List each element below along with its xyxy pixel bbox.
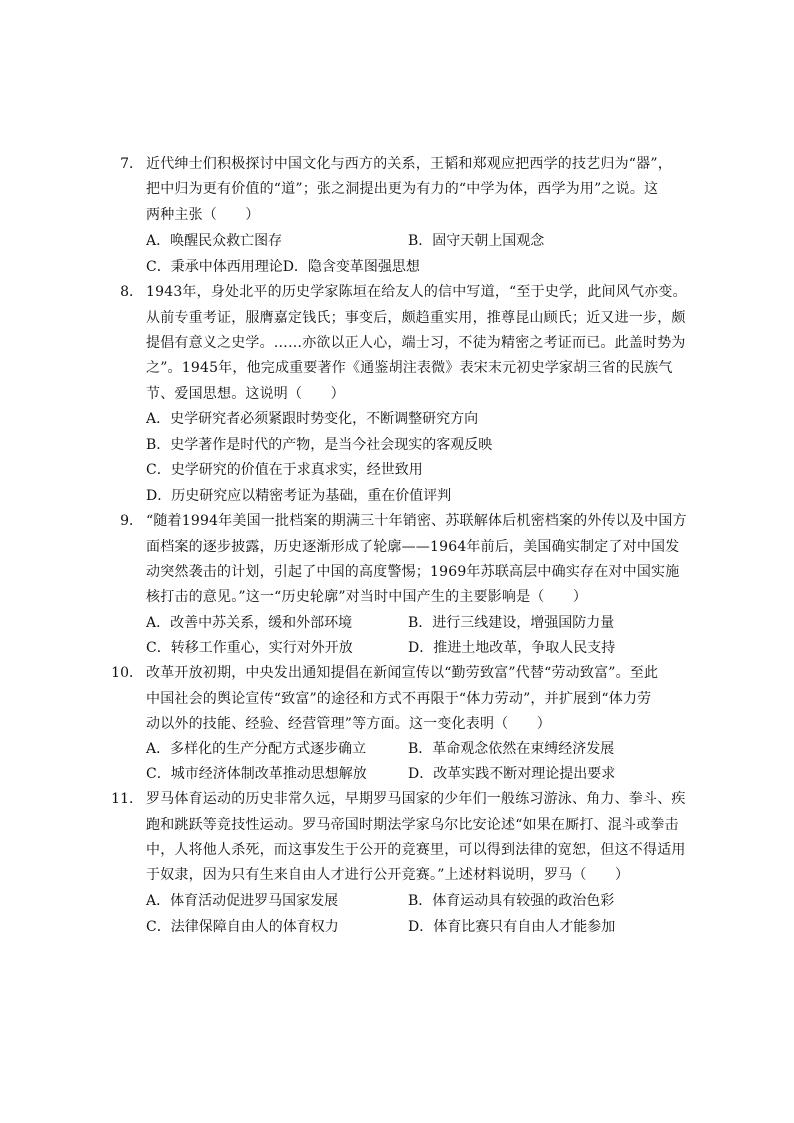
option-d: D．历史研究应以精密考证为基础，重在价值评判 [146,488,452,504]
question-stem-line: 1943年，身处北平的历史学家陈垣在给友人的信中写道，“至于史学，此间风气亦变。 [146,284,687,300]
question-number: 8． [120,284,143,300]
question-stem-line: 面档案的逐步披露，历史逐渐形成了轮廓——1964年前后，美国确实制定了对中国发 [146,539,680,555]
option-c-d: C．秉承中体西用理论D．隐含变革图强思想 [146,259,420,275]
question-stem-line: 提倡有意义之史学。……亦欲以正人心，端士习，不徒为精密之考证而已。此盖时势为 [146,335,686,351]
option-d: D．改革实践不断对理论提出要求 [408,766,616,782]
question-stem-line: 近代绅士们积极探讨中国文化与西方的关系，王韬和郑观应把西学的技艺归为“器”， [146,156,672,172]
option-d: D．体育比赛只有自由人才能参加 [408,919,616,935]
question-stem-line: 于奴隶，因为只有生来自由人才进行公开竞赛。”上述材料说明，罗马（ ） [146,867,630,883]
option-a: A．唤醒民众救亡图存 [146,233,283,249]
question-stem-line: “随着1994年美国一批档案的期满三十年销密、苏联解体后机密档案的外传以及中国方 [146,513,687,529]
question-stem-line: 罗马体育运动的历史非常久远，早期罗马国家的少年们一般练习游泳、角力、拳斗、疾 [146,791,686,807]
question-stem-line: 改革开放初期，中央发出通知提倡在新闻宣传以“勤劳致富”代替“劳动致富”。至此 [146,665,659,681]
option-b: B．史学著作是时代的产物，是当今社会现实的客观反映 [146,437,493,453]
question-stem-line: 核打击的意见。”这一“历史轮廓”对当时中国产生的主要影响是（ ） [146,589,588,605]
option-c: C．史学研究的价值在于求真求实，经世致用 [146,462,423,478]
question-stem-line: 中，人将他人杀死，而这事发生于公开的竞赛里，可以得到法律的宽恕，但这不得适用 [146,842,686,858]
option-b: B．固守天朝上国观念 [408,233,545,249]
question-stem-line: 节、爱国思想。这说明（ ） [146,386,345,402]
option-a: A．多样化的生产分配方式逐步确立 [146,741,367,757]
option-c: C．城市经济体制改革推动思想解放 [146,766,367,782]
question-stem-line: 动突然袭击的计划，引起了中国的高度警惕；1969年苏联高层中确实存在对中国实施 [146,564,680,580]
question-stem-line: 把中归为更有价值的“道”；张之洞提出更为有力的“中学为体，西学为用”之说。这 [146,181,659,197]
question-stem-line: 中国社会的舆论宣传“致富”的途径和方式不再限于“体力劳动”，并扩展到“体力劳 [146,691,652,707]
option-b: B．革命观念依然在束缚经济发展 [408,741,615,757]
option-c: C．转移工作重心，实行对外开放 [146,640,353,656]
question-number: 10． [111,665,143,681]
question-stem-line: 从前专重考证，服膺嘉定钱氏；事变后，颇趋重实用，推尊昆山顾氏；近又进一步，颇 [146,310,686,326]
option-a: A．体育活动促进罗马国家发展 [146,893,339,909]
question-number: 7． [120,156,143,172]
question-number: 9． [120,513,143,529]
question-stem-line: 跑和跳跃等竞技性运动。罗马帝国时期法学家乌尔比安论述“如果在厮打、混斗或拳击 [146,817,679,833]
option-b: B．体育运动具有较强的政治色彩 [408,893,615,909]
question-number: 11． [111,791,143,807]
option-c: C．法律保障自由人的体育权力 [146,919,339,935]
question-stem-line: 两种主张（ ） [146,207,260,223]
question-stem-line: 之”。1945年，他完成重要著作《通鉴胡注表微》表宋末元初史学家胡三省的民族气 [146,360,673,376]
question-stem-line: 动以外的技能、经验、经营管理”等方面。这一变化表明（ ） [146,716,551,732]
option-b: B．进行三线建设，增强国防力量 [408,615,615,631]
option-d: D．推进土地改革，争取人民支持 [408,640,616,656]
option-a: A．改善中苏关系，缓和外部环境 [146,615,353,631]
option-a: A．史学研究者必须紧跟时势变化，不断调整研究方向 [146,411,479,427]
